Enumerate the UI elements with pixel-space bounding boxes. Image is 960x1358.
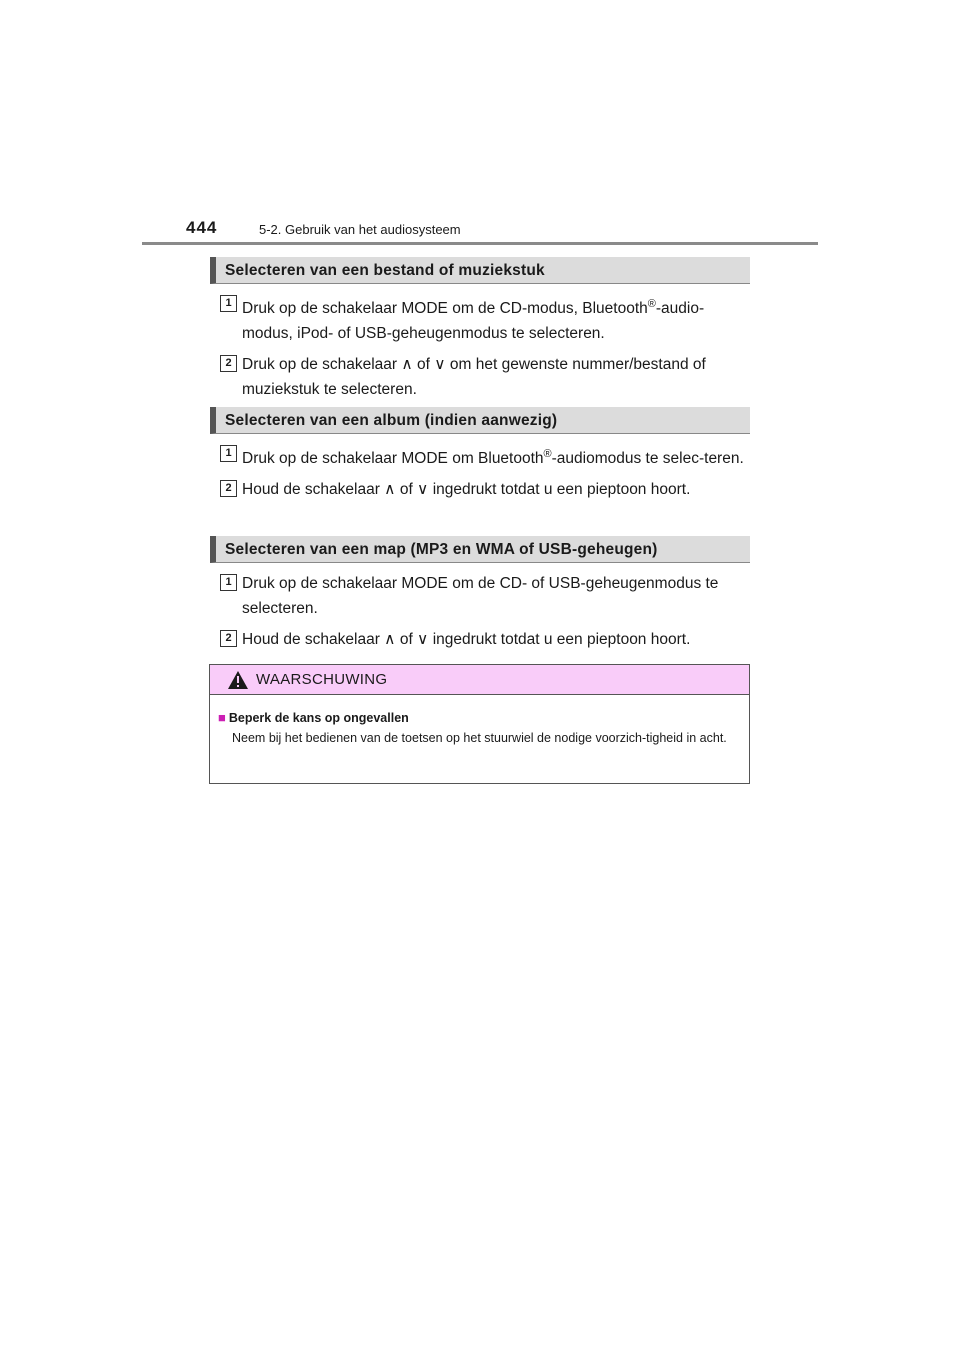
step-number: 2: [220, 480, 237, 497]
step-text-pre: Druk op de schakelaar MODE om Bluetooth: [242, 450, 544, 467]
section-select-album: [210, 407, 750, 502]
step-number: 1: [220, 445, 237, 462]
section-title: Selecteren van een album (indien aanwezig): [210, 407, 750, 434]
step: [210, 571, 750, 621]
step-text-pre: Druk op de schakelaar MODE om de CD-modus, Bluetooth: [242, 300, 648, 317]
registered-mark: ®: [647, 298, 656, 310]
step: [210, 442, 750, 471]
warning-item-text: Neem bij het bedienen van de toetsen op het stuurwiel de nodige voorzich-tigheid in acht.: [232, 731, 727, 745]
page-number: 444: [186, 218, 218, 237]
section-title: Selecteren van een bestand of muziekstuk: [210, 257, 750, 284]
step-text: Druk op de schakelaar ∧ of ∨ om het gewenste nummer/bestand of muziekstuk te selecteren.: [242, 356, 706, 398]
step-text: Druk op de schakelaar MODE om de CD- of USB-geheugenmodus te selecteren.: [242, 575, 719, 617]
step-text: Houd de schakelaar ∧ of ∨ ingedrukt totdat u een pieptoon hoort.: [242, 631, 691, 648]
section-title: Selecteren van een map (MP3 en WMA of USB-geheugen): [210, 536, 750, 563]
step: [210, 352, 750, 402]
warning-body: [210, 695, 749, 748]
bullet-square-icon: ■: [218, 710, 226, 725]
step-text-post: -audiomodus te selec-teren.: [551, 450, 744, 467]
step-number: 1: [220, 295, 237, 312]
registered-mark: ®: [543, 448, 552, 460]
header-rule: [142, 242, 818, 245]
step-number: 2: [220, 630, 237, 647]
step: [210, 292, 750, 346]
step: [210, 627, 750, 652]
section-select-folder: [210, 536, 750, 652]
running-head: 5-2. Gebruik van het audiosysteem: [259, 222, 461, 237]
warning-header: [210, 665, 749, 695]
step-text-post: -audio-modus, iPod- of USB-geheugenmodus te selecteren.: [242, 300, 705, 342]
step: [210, 477, 750, 502]
warning-box: [209, 664, 750, 784]
step-number: 1: [220, 574, 237, 591]
warning-triangle-icon: [227, 670, 249, 690]
warning-item-title-text: Beperk de kans op ongevallen: [228, 711, 409, 725]
warning-label: WAARSCHUWING: [256, 671, 388, 688]
step-number: 2: [220, 355, 237, 372]
step-text: Houd de schakelaar ∧ of ∨ ingedrukt totdat u een pieptoon hoort.: [242, 481, 691, 498]
warning-item-title: [218, 708, 741, 728]
section-select-file: [210, 257, 750, 402]
